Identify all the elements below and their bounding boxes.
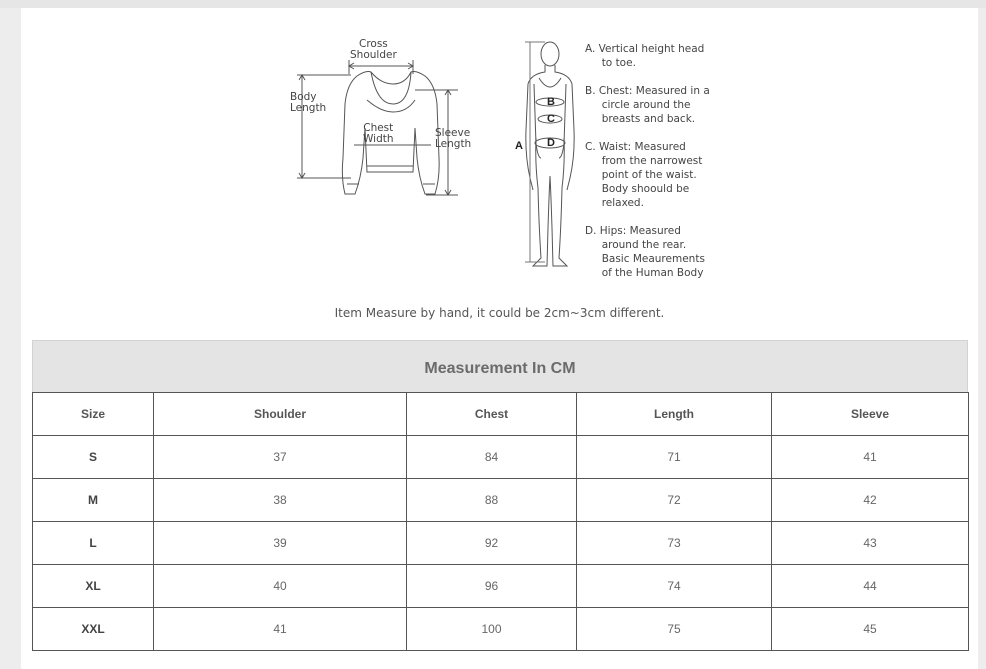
measure-note: Item Measure by hand, it could be 2cm~3cm different. [334, 306, 665, 320]
size-cell: M [33, 479, 154, 522]
shoulder-cell: 37 [154, 436, 407, 479]
header-shoulder: Shoulder [154, 393, 407, 436]
table-header-row [33, 393, 969, 436]
top-bar [0, 0, 986, 8]
legend-d: D. Hips: Measured around the rear. Basic Meaurements of the Human Body [585, 225, 705, 279]
length-cell: 73 [577, 522, 772, 565]
size-cell: XL [33, 565, 154, 608]
chest-width-label: Chest Width [363, 122, 394, 145]
letter-b: B [547, 96, 555, 108]
size-cell: L [33, 522, 154, 565]
measurement-table [32, 392, 969, 651]
size-cell: XXL [33, 608, 154, 651]
table-row [33, 608, 969, 651]
human-body-illustration [525, 42, 574, 266]
body-length-label: Body Length [290, 91, 327, 114]
table-row [33, 522, 969, 565]
measurement-diagram [21, 8, 978, 338]
sleeve-cell: 45 [772, 608, 969, 651]
shoulder-cell: 40 [154, 565, 407, 608]
shoulder-cell: 38 [154, 479, 407, 522]
length-cell: 74 [577, 565, 772, 608]
sleeve-length-label: Sleeve Length [435, 127, 472, 150]
letter-c: C [547, 113, 555, 125]
legend-c: C. Waist: Measured from the narrowest point of the waist. Body shoould be relaxed. [585, 141, 703, 209]
size-cell: S [33, 436, 154, 479]
legend-b: B. Chest: Measured in a circle around the breasts and back. [585, 85, 710, 125]
letter-d: D [547, 137, 555, 149]
length-cell: 72 [577, 479, 772, 522]
chest-cell: 92 [407, 522, 577, 565]
sleeve-cell: 42 [772, 479, 969, 522]
header-sleeve: Sleeve [772, 393, 969, 436]
measurement-table-section [32, 340, 968, 651]
cross-shoulder-label: Cross Shoulder [350, 38, 397, 61]
table-row [33, 436, 969, 479]
table-row [33, 565, 969, 608]
sleeve-cell: 44 [772, 565, 969, 608]
header-chest: Chest [407, 393, 577, 436]
table-row [33, 479, 969, 522]
letter-a: A [515, 140, 523, 152]
sleeve-cell: 43 [772, 522, 969, 565]
chest-cell: 100 [407, 608, 577, 651]
shoulder-cell: 39 [154, 522, 407, 565]
chest-cell: 88 [407, 479, 577, 522]
table-title: Measurement In CM [32, 340, 968, 392]
legend-a: A. Vertical height head to toe. [585, 43, 705, 69]
chest-cell: 96 [407, 565, 577, 608]
length-cell: 75 [577, 608, 772, 651]
length-cell: 71 [577, 436, 772, 479]
header-size: Size [33, 393, 154, 436]
diagram-drawing [21, 8, 978, 308]
chest-cell: 84 [407, 436, 577, 479]
size-chart-card [21, 8, 978, 669]
shoulder-cell: 41 [154, 608, 407, 651]
header-length: Length [577, 393, 772, 436]
sleeve-cell: 41 [772, 436, 969, 479]
